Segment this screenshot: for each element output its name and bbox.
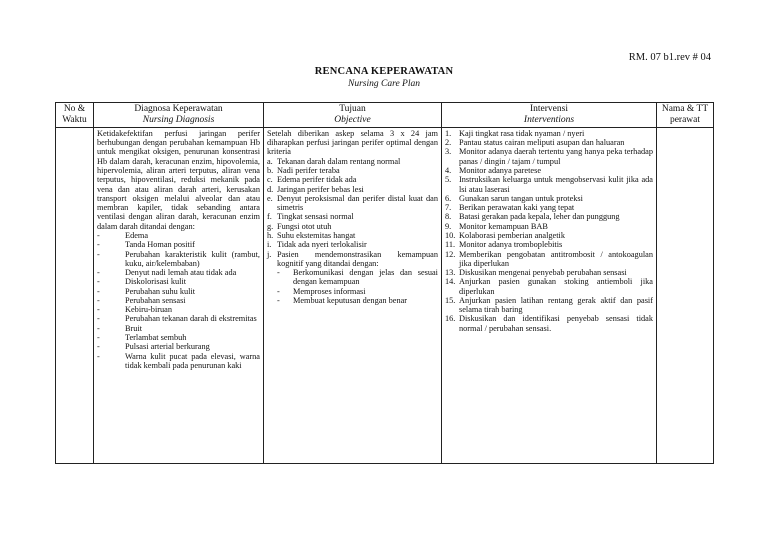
criteria-text: Tingkat sensasi normal xyxy=(277,212,354,222)
criteria-mark: f. xyxy=(267,212,272,222)
intervention-text: Kolaborasi pemberian analgetik xyxy=(459,230,565,240)
intervention-number: 9. xyxy=(445,221,452,231)
criteria-text: Edema perifer tidak ada xyxy=(277,175,357,185)
criteria-text: Suhu ekstemitas hangat xyxy=(277,230,356,240)
header-perawat-label: perawat xyxy=(669,114,701,125)
list-item: - Berkomunikasi dengan jelas dan sesuai dengan kemampuan xyxy=(277,268,438,287)
list-item: - Bruit xyxy=(97,324,260,333)
criteria-mark: j. xyxy=(267,249,272,259)
header-nama xyxy=(657,103,714,128)
intervention-number: 2. xyxy=(445,138,452,148)
intervention-text: Berikan perawatan kaki yang tepat xyxy=(459,203,575,213)
table-header-row xyxy=(56,103,714,128)
sign-text: Kebiru-biruan xyxy=(125,305,172,315)
diagnosis-signs-list xyxy=(97,231,260,370)
criteria-mark: i. xyxy=(267,240,272,250)
list-item xyxy=(267,185,438,194)
header-tujuan-en: Objective xyxy=(334,114,371,125)
list-item: - Perubahan tekanan darah di ekstremitas xyxy=(97,314,260,323)
list-item: - Warna kulit pucat pada elevasi, warna tidak kembali pada penurunan kaki xyxy=(97,351,260,370)
sign-text: Terlambat sembuh xyxy=(125,333,187,343)
criteria-mark: b. xyxy=(267,165,274,175)
list-item xyxy=(445,268,653,277)
intervention-number: 12. xyxy=(445,249,456,259)
intervention-text: Anjurkan pasien gunakan stoking antiemboli jika diperlukan xyxy=(459,277,653,296)
list-item: - Perubahan sensasi xyxy=(97,296,260,305)
header-diagnosa-en: Nursing Diagnosis xyxy=(142,114,215,125)
page-title: RENCANA KEPERAWATAN xyxy=(314,66,454,77)
list-item: - Edema xyxy=(97,231,260,240)
criteria-mark: g. xyxy=(267,221,274,231)
table-row xyxy=(56,127,714,463)
intervention-text: Monitor adanya tromboplebitis xyxy=(459,240,563,250)
interventions-cell xyxy=(442,127,657,463)
intervention-number: 14. xyxy=(445,277,456,287)
criteria-text: Fungsi otot utuh xyxy=(277,221,332,231)
header-diagnosa-label: Diagnosa Keperawatan xyxy=(134,104,223,114)
list-item xyxy=(445,277,653,296)
intervention-number: 1. xyxy=(445,128,452,138)
list-item xyxy=(445,147,653,166)
header-tujuan-label: Tujuan xyxy=(339,104,366,114)
diagnosis-intro: Ketidakefektifan perfusi jaringan perifer berhubungan dengan perubahan kemampuan Hb untuk mengikat oksigen, penurunan konsentrasi Hb dalam darah, keracunan enzim, hipovolemia, hipervolemia, aliran arteri terputus, aliran vena terputus, hipoventilasi, reduksi mekanik pada vena dan atau aliran darah arteri, kerusakan transport oksigen melalui alveolar dan atau membran kapiler, tidak sebanding antara ventilasi dengan aliran darah, keracunan enzim dalam darah ditandai dengan: xyxy=(97,128,260,231)
list-item xyxy=(267,166,438,175)
sign-text: Edema xyxy=(125,230,149,240)
intervention-number: 10. xyxy=(445,230,456,240)
header-tujuan xyxy=(264,103,442,128)
intervention-text: Memberikan pengobatan antitrombosit / antokoagulan jika diperlukan xyxy=(459,249,653,268)
diagnosis-cell xyxy=(94,127,264,463)
intervention-text: Diskusikan dan identifikasi penyebab sensasi tidak normal / perubahan sensasi. xyxy=(459,314,653,333)
criteria-text: Jaringan perifer bebas lesi xyxy=(277,184,364,194)
criteria-text: Pasien mendemonstrasikan kemampuan kognitif yang ditandai dengan: xyxy=(277,249,438,268)
nurse-name-cell xyxy=(657,127,714,463)
page-subtitle: Nursing Care Plan xyxy=(348,79,420,89)
intervention-text: Monitor kemampuan BAB xyxy=(459,221,548,231)
sign-text: Tanda Homan positif xyxy=(125,240,195,250)
list-item: - Membuat keputusan dengan benar xyxy=(277,296,438,305)
list-item xyxy=(267,194,438,213)
sign-text: Warna kulit pucat pada elevasi, warna tidak kembali pada penurunan kaki xyxy=(125,351,260,370)
sign-text: Pulsasi arterial berkurang xyxy=(125,342,210,352)
cognitive-text: Berkomunikasi dengan jelas dan sesuai dengan kemampuan xyxy=(293,268,438,287)
sign-text: Denyut nadi lemah atau tidak ada xyxy=(125,268,237,278)
list-item: - Kebiru-biruan xyxy=(97,305,260,314)
list-item: - Denyut nadi lemah atau tidak ada xyxy=(97,268,260,277)
header-intervensi-label: Intervensi xyxy=(530,104,568,114)
sign-text: Perubahan suhu kulit xyxy=(125,286,196,296)
list-item xyxy=(267,250,438,269)
cognitive-text: Membuat keputusan dengan benar xyxy=(293,295,408,305)
list-item: - Tanda Homan positif xyxy=(97,240,260,249)
list-item xyxy=(445,166,653,175)
intervention-number: 4. xyxy=(445,165,452,175)
intervention-number: 5. xyxy=(445,175,452,185)
header-diagnosa xyxy=(94,103,264,128)
criteria-text: Tekanan darah dalam rentang normal xyxy=(277,156,401,166)
intervention-number: 8. xyxy=(445,212,452,222)
intervention-text: Batasi gerakan pada kepala, leher dan punggung xyxy=(459,212,620,222)
header-intervensi xyxy=(442,103,657,128)
care-plan-table xyxy=(55,102,714,464)
intervention-text: Kaji tingkat rasa tidak nyaman / nyeri xyxy=(459,128,585,138)
intervention-number: 7. xyxy=(445,203,452,213)
criteria-text: Denyut peroksismal dan perifer distal kuat dan simetris xyxy=(277,193,438,213)
header-intervensi-en: Interventions xyxy=(523,114,575,125)
cognitive-list xyxy=(267,268,438,305)
cognitive-text: Memproses informasi xyxy=(293,286,366,296)
intervention-text: Instruksikan keluarga untuk mengobservasi kulit jika ada lsi atau laserasi xyxy=(459,175,653,194)
criteria-mark: h. xyxy=(267,230,274,240)
intervention-text: Gunakan sarun tangan untuk proteksi xyxy=(459,193,583,203)
criteria-mark: e. xyxy=(267,193,273,203)
sign-text: Perubahan sensasi xyxy=(125,295,186,305)
list-item xyxy=(445,129,653,138)
sign-text: Bruit xyxy=(125,323,143,333)
list-item xyxy=(267,240,438,249)
objective-intro: Setelah diberikan askep selama 3 x 24 jam diharapkan perfusi jaringan perifer optimal dengan kriteria xyxy=(267,128,438,157)
list-item xyxy=(267,222,438,231)
list-item xyxy=(267,212,438,221)
intervention-number: 3. xyxy=(445,147,452,157)
list-item xyxy=(445,231,653,240)
criteria-mark: d. xyxy=(267,184,274,194)
objective-criteria-list xyxy=(267,157,438,268)
list-item xyxy=(445,222,653,231)
list-item xyxy=(445,250,653,269)
objective-cell xyxy=(264,127,442,463)
intervention-text: Diskusikan mengenai penyebab perubahan sensasi xyxy=(459,268,627,278)
list-item xyxy=(445,138,653,147)
list-item xyxy=(445,212,653,221)
intervention-number: 11. xyxy=(445,240,456,250)
list-item: - Memproses informasi xyxy=(277,287,438,296)
intervention-text: Pantau status cairan meliputi asupan dan haluaran xyxy=(459,138,625,148)
intervention-number: 16. xyxy=(445,314,456,324)
list-item xyxy=(267,231,438,240)
list-item xyxy=(445,175,653,194)
intervention-text: Monitor adanya daerah tertentu yang hanya peka terhadap panas / dingin / tajam / tumpul xyxy=(459,147,653,166)
intervention-text: Monitor adanya paretese xyxy=(459,165,542,175)
list-item xyxy=(445,240,653,249)
header-no-label: No & xyxy=(63,104,86,114)
criteria-mark: c. xyxy=(267,175,273,185)
list-item xyxy=(267,157,438,166)
sign-text: Diskolorisasi kulit xyxy=(125,277,187,287)
header-no-waktu xyxy=(56,103,94,128)
intervention-text: Anjurkan pasien latihan rentang gerak aktif dan pasif selama tirah baring xyxy=(459,295,653,315)
no-waktu-cell xyxy=(56,127,94,463)
intervention-number: 15. xyxy=(445,295,456,305)
document-code: RM. 07 b1.rev # 04 xyxy=(628,52,711,63)
list-item: - Pulsasi arterial berkurang xyxy=(97,342,260,351)
list-item xyxy=(445,194,653,203)
header-nama-label: Nama & TT xyxy=(661,104,709,114)
intervention-number: 6. xyxy=(445,193,452,203)
list-item: - Terlambat sembuh xyxy=(97,333,260,342)
sign-text: Perubahan tekanan darah di ekstremitas xyxy=(125,314,257,324)
list-item: - Perubahan suhu kulit xyxy=(97,287,260,296)
criteria-text: Nadi perifer teraba xyxy=(277,165,340,175)
list-item xyxy=(267,175,438,184)
header-waktu-label: Waktu xyxy=(62,114,87,125)
list-item xyxy=(445,203,653,212)
intervention-number: 13. xyxy=(445,268,456,278)
sign-text: Perubahan karakteristik kulit (rambut, kuku, air/kelembaban) xyxy=(125,249,260,268)
list-item: - Perubahan karakteristik kulit (rambut, kuku, air/kelembaban) xyxy=(97,249,260,268)
criteria-mark: a. xyxy=(267,156,273,166)
list-item xyxy=(445,314,653,333)
list-item: - Diskolorisasi kulit xyxy=(97,277,260,286)
list-item xyxy=(445,296,653,315)
criteria-text: Tidak ada nyeri terlokalisir xyxy=(277,240,367,250)
